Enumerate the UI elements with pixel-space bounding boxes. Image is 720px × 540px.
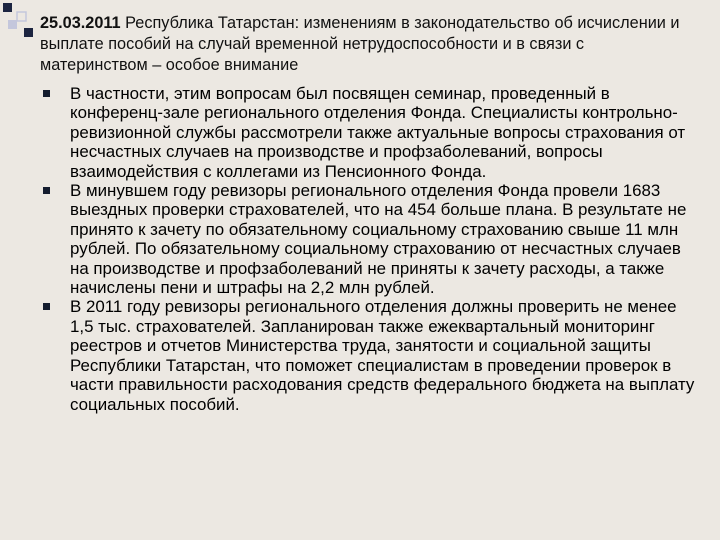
bullet-list xyxy=(38,84,698,414)
title-text: Республика Татарстан: изменениям в законодательство об исчислении и выплате пособий на случай временной нетрудоспособности и в связи с материнством – особое внимание xyxy=(40,14,680,74)
bullet-text: В минувшем году ревизоры регионального отделения Фонда провели 1683 выездных проверки страхователей, что на 454 больше плана. В результате не принято к зачету по обязательному социальному страхованию свыше 11 млн рублей. По обязательному социальному страхованию от несчастных случаев на производстве и профзаболеваний не приняты к зачету расходы, а также начислены пени и штрафы на 2,2 млн рублей. xyxy=(70,181,687,298)
deco-square-dark xyxy=(3,3,12,12)
bullet-item xyxy=(38,181,698,297)
bullet-item xyxy=(38,297,698,413)
title-date: 25.03.2011 xyxy=(40,14,121,32)
deco-square-outline xyxy=(17,12,26,21)
bullet-item xyxy=(38,84,698,181)
bullet-square-icon xyxy=(43,303,50,310)
slide-title xyxy=(40,13,690,76)
bullet-text: В 2011 году ревизоры регионального отделения должны проверить не менее 1,5 тыс. страхователей. Запланирован также ежеквартальный мониторинг реестров и отчетов Министерства труда, занятости и социальной защиты Республики Татарстан, что поможет специалистам в проведении проверок в части правильности расходования средств федерального бюджета на выплату социальных пособий. xyxy=(70,297,695,414)
deco-square-light xyxy=(8,20,17,29)
bullet-text: В частности, этим вопросам был посвящен семинар, проведенный в конференц-зале регионального отделения Фонда. Специалисты контрольно-ревизионной службы рассмотрели также актуальные вопросы страхования от несчастных случаев на производстве и профзаболеваний, вопросы взаимодействия с коллегами из Пенсионного Фонда. xyxy=(70,84,686,181)
bullet-square-icon xyxy=(43,90,50,97)
bullet-square-icon xyxy=(43,187,50,194)
deco-square-dark-2 xyxy=(24,28,33,37)
